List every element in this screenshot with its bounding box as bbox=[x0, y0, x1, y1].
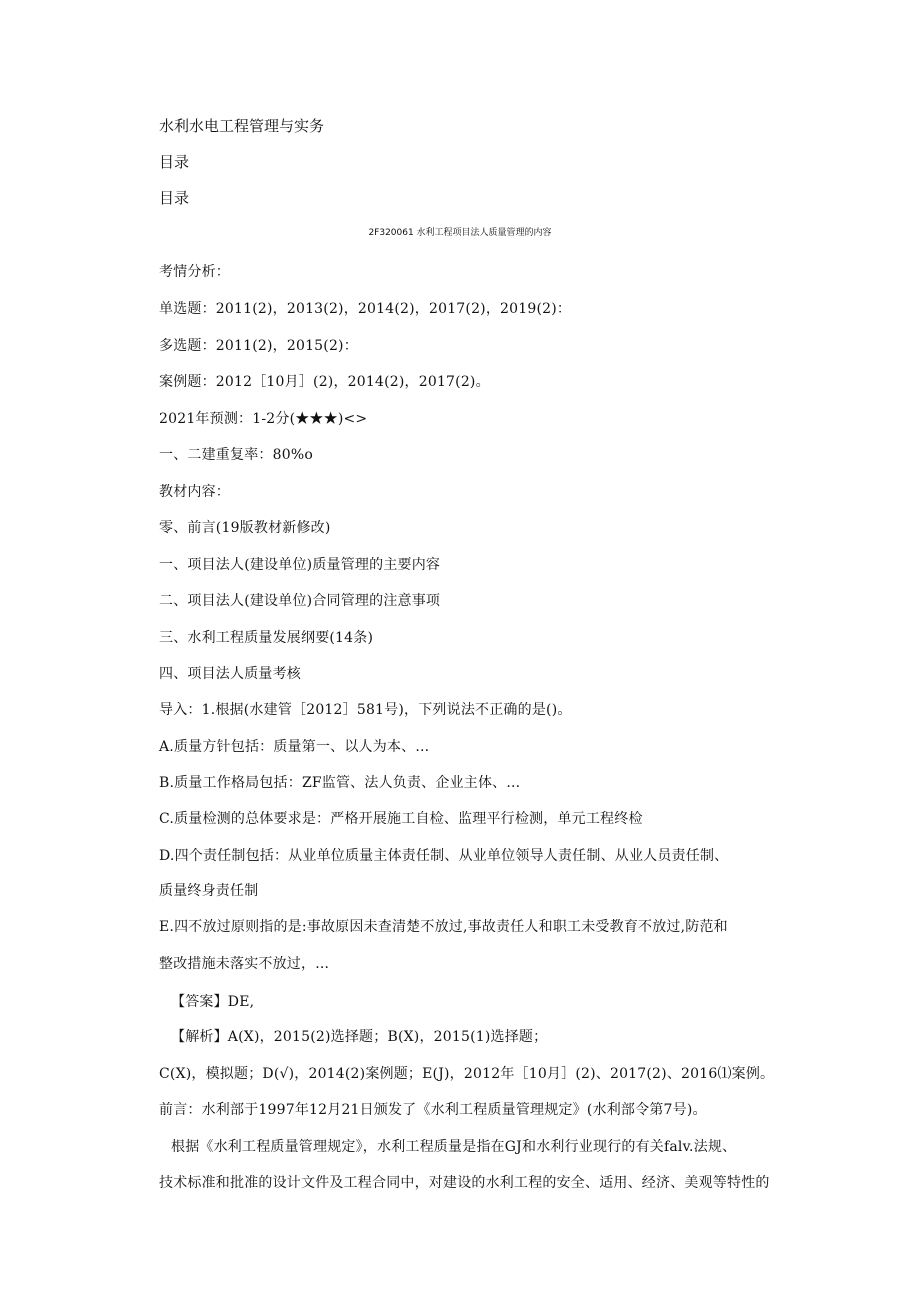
list-item: 三、水利工程质量发展纲要(14条) bbox=[159, 630, 374, 646]
case-study-years: 案例题：2012［10月］(2)，2014(2)，2017(2)。 bbox=[159, 374, 490, 390]
answer-line: 【答案】DE, bbox=[171, 994, 255, 1010]
analysis-label: 考情分析： bbox=[159, 264, 230, 280]
list-item: 一、项目法人(建设单位)质量管理的主要内容 bbox=[159, 557, 441, 573]
list-item: 四、项目法人质量考核 bbox=[159, 666, 301, 682]
book-title: 水利水电工程管理与实务 bbox=[159, 117, 325, 135]
option-b: B.质量工作格局包括：ZF监管、法人负责、企业主体、... bbox=[159, 775, 521, 791]
toc-label: 目录 bbox=[159, 153, 190, 171]
section-title: 2F320061 水利工程项目法人质量管理的内容 bbox=[368, 228, 552, 238]
single-choice-years: 单选题：2011(2)，2013(2)，2014(2)，2017(2)，2019(2)： bbox=[159, 301, 572, 317]
question-stem: 导入：1.根据(水建管［2012］581号)，下列说法不正确的是()。 bbox=[159, 702, 572, 718]
forecast-line: 2021年预测：1-2分(★★★)<> bbox=[159, 411, 368, 427]
option-c: C.质量检测的总体要求是：严格开展施工自检、监理平行检测，单元工程终检 bbox=[159, 811, 643, 827]
repeat-rate-line: 一、二建重复率：80%o bbox=[159, 447, 313, 463]
multi-choice-years: 多选题：2011(2)，2015(2)： bbox=[159, 338, 358, 354]
toc-label: 目录 bbox=[159, 189, 190, 207]
option-e-continued: 整改措施未落实不放过，... bbox=[159, 956, 330, 972]
option-d: D.四个责任制包括：从业单位质量主体责任制、从业单位领导人责任制、从业人员责任制、 bbox=[159, 848, 729, 864]
option-e: E.四不放过原则指的是:事故原因未查清楚不放过,事故责任人和职工未受教育不放过,防范和 bbox=[159, 919, 728, 935]
preface-body-continued: 技术标准和批准的设计文件及工程合同中，对建设的水利工程的安全、适用、经济、美观等特性的 bbox=[159, 1175, 770, 1191]
option-a: A.质量方针包括：质量第一、以人为本、... bbox=[159, 739, 430, 755]
option-d-continued: 质量终身责任制 bbox=[159, 883, 259, 899]
list-item: 二、项目法人(建设单位)合同管理的注意事项 bbox=[159, 593, 441, 609]
content-label: 教材内容： bbox=[159, 484, 230, 500]
analysis-line: 【解析】A(X)，2015(2)选择题；B(X)，2015(1)选择题； bbox=[171, 1029, 548, 1045]
preface-body: 根据《水利工程质量管理规定》，水利工程质量是指在GJ和水利行业现行的有关falv.法规、 bbox=[171, 1139, 737, 1155]
list-item: 零、前言(19版教材新修改) bbox=[159, 520, 331, 536]
preface-paragraph: 前言：水利部于1997年12月21日颁发了《水利工程质量管理规定》(水利部令第7号)。 bbox=[159, 1102, 707, 1118]
analysis-line-continued: C(X)，模拟题；D(√)，2014(2)案例题；E(J)，2012年［10月］(2)、2017(2)、2016⑴案例。 bbox=[159, 1066, 775, 1082]
